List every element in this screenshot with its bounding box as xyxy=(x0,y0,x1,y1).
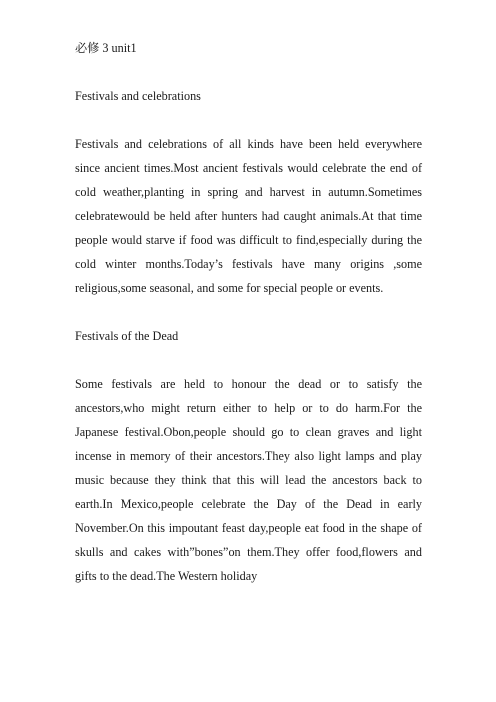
paragraph-festivals-of-the-dead: Some festivals are held to honour the dead or to satisfy the ancestors,who might return either to help or to do harm.For the Japanese festival.Obon,people should go to clean graves and light incense in memory of their ancestors.They also light lamps and play music because they think that this will lead the ancestors back to earth.In Mexico,people celebrate the Day of the Dead in early November.On this impoutant feast day,people eat food in the shape of skulls and cakes with”bones”on them.They offer food,flowers and gifts to the dead.The Western holiday xyxy=(75,377,422,583)
paragraph-festivals-and-celebrations: Festivals and celebrations of all kinds have been held everywhere since ancient times.Most ancient festivals would celebrate the end of cold weather,planting in spring and harvest in autumn.Sometimes celebratewould be held after hunters had caught animals.At that time people would starve if food was difficult to find,especially during the cold winter months.Today’s festivals have many origins ,some religious,some seasonal, and some for special people or events. xyxy=(75,137,422,295)
document-content xyxy=(75,36,422,588)
section-title-festivals-and-celebrations: Festivals and celebrations xyxy=(75,89,201,103)
section-title-festivals-of-the-dead: Festivals of the Dead xyxy=(75,329,179,343)
document-header: 必修 3 unit1 xyxy=(75,41,137,55)
